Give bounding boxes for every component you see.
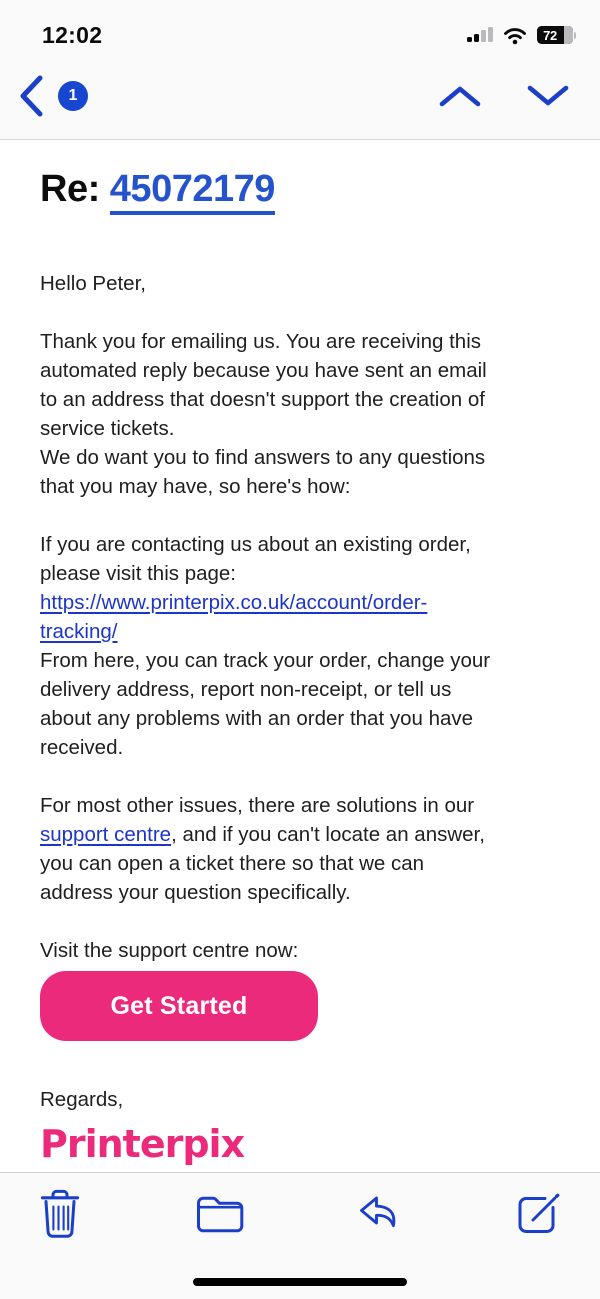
email-paragraph: [40, 791, 560, 907]
body-text: We do want you to find answers to any questions: [40, 446, 486, 469]
body-text: about any problems with an order that you have: [40, 707, 474, 730]
status-time: 12:02: [42, 21, 103, 48]
body-text: address your question specifically.: [40, 881, 351, 904]
reply-icon[interactable]: [357, 1194, 401, 1234]
body-text: Thank you for emailing us. You are receiving this: [40, 330, 482, 353]
unread-badge[interactable]: 1: [58, 81, 88, 111]
body-text: For most other issues, there are solutions in our: [40, 794, 475, 817]
email-closing: Regards,: [40, 1088, 124, 1111]
folder-icon[interactable]: [195, 1192, 245, 1236]
body-text: delivery address, report non-receipt, or tell us: [40, 678, 452, 701]
next-message-icon[interactable]: [526, 83, 570, 109]
body-text: automated reply because you have sent an email: [40, 359, 487, 382]
toolbar-icons: [0, 1173, 600, 1240]
email-paragraph: [40, 327, 560, 501]
body-link[interactable]: https://www.printerpix.co.uk/account/order-: [40, 591, 428, 614]
email-paragraph: [40, 269, 560, 298]
status-bar: [0, 0, 600, 60]
battery-icon: [537, 26, 577, 44]
home-indicator[interactable]: [193, 1278, 407, 1286]
body-text: received.: [40, 736, 124, 759]
body-text: that you may have, so here's how:: [40, 475, 351, 498]
body-text: you can open a ticket there so that we can: [40, 852, 425, 875]
body-text: to an address that doesn't support the creation of: [40, 388, 485, 411]
back-chevron-icon[interactable]: [16, 74, 46, 118]
body-link[interactable]: support centre: [40, 823, 172, 846]
body-text: From here, you can track your order, change your: [40, 649, 491, 672]
compose-icon[interactable]: [514, 1189, 564, 1239]
body-text: , and if you can't locate an answer,: [171, 823, 485, 846]
body-link[interactable]: tracking/: [40, 620, 118, 643]
status-icons: [467, 26, 576, 45]
body-text: service tickets.: [40, 417, 175, 440]
previous-message-icon[interactable]: [438, 83, 482, 109]
email-paragraph: [40, 530, 560, 762]
body-text: Visit the support centre now:: [40, 939, 299, 962]
back-button[interactable]: [16, 74, 88, 118]
cellular-signal-icon: [467, 27, 493, 43]
body-text: If you are contacting us about an existing order,: [40, 533, 471, 556]
get-started-button[interactable]: Get Started: [40, 971, 318, 1041]
email-body: [40, 269, 560, 965]
subject-prefix: Re:: [40, 168, 110, 210]
email-subject: [40, 167, 560, 211]
email-paragraph: [40, 936, 560, 965]
subject-order-link[interactable]: 45072179: [110, 168, 275, 215]
battery-percent: 72: [543, 27, 557, 43]
message-navigation: [438, 83, 570, 109]
wifi-icon: [503, 26, 527, 45]
email-content: [0, 141, 600, 1172]
body-text: Hello Peter,: [40, 272, 146, 295]
bottom-toolbar: [0, 1172, 600, 1299]
trash-icon[interactable]: [38, 1188, 82, 1240]
mail-nav-bar: [0, 60, 600, 140]
printerpix-logo: Printerpix: [40, 1122, 245, 1166]
body-text: please visit this page:: [40, 562, 237, 585]
